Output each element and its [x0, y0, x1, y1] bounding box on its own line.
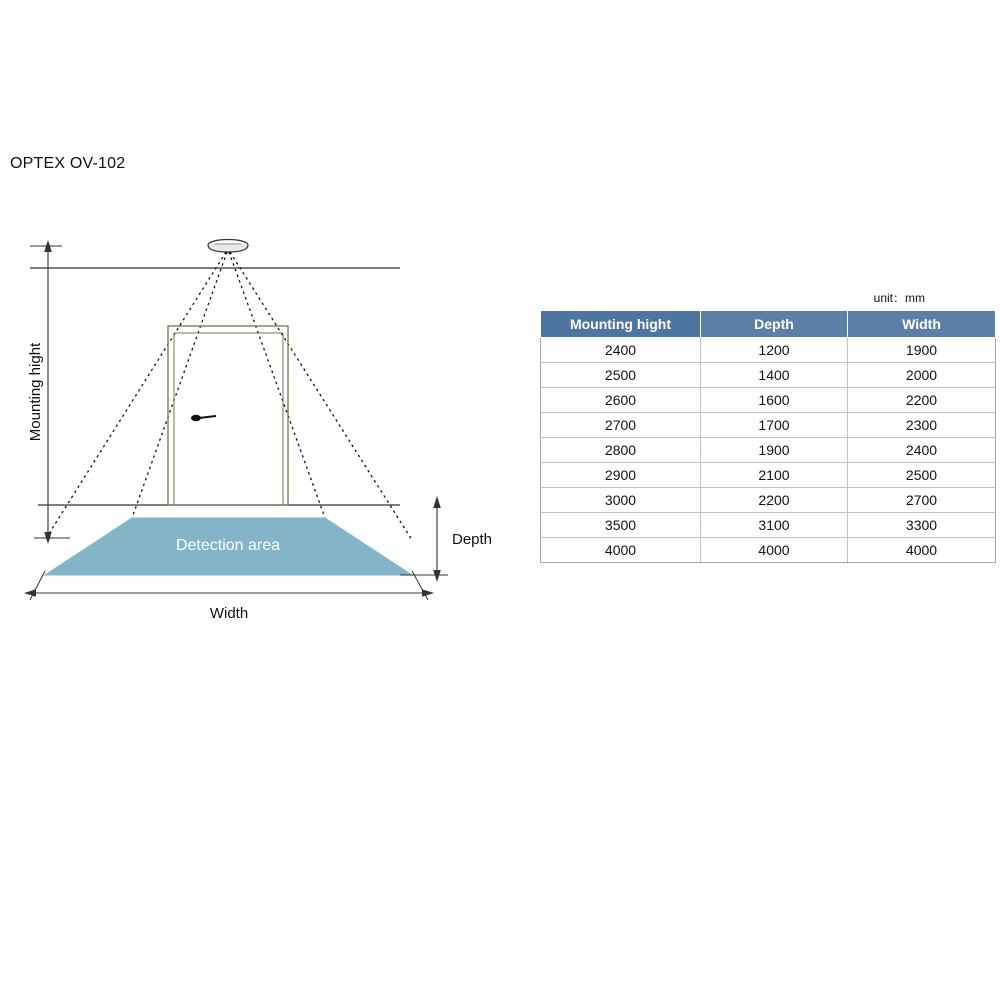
table-row [541, 363, 996, 388]
table-row [541, 338, 996, 363]
cell-depth: 1900 [701, 438, 848, 463]
table-row [541, 463, 996, 488]
page-title: OPTEX OV-102 [10, 155, 126, 172]
cell-mounting-hight: 2800 [541, 438, 701, 463]
door-handle-icon [191, 415, 216, 421]
detection-beams [45, 252, 412, 540]
spec-table-container [540, 310, 995, 563]
cell-mounting-hight: 4000 [541, 538, 701, 563]
cell-mounting-hight: 3500 [541, 513, 701, 538]
cell-mounting-hight: 2900 [541, 463, 701, 488]
cell-depth: 1600 [701, 388, 848, 413]
column-header-width: Width [848, 311, 996, 338]
detection-area-label: Detection area [175, 537, 281, 554]
mounting-height-label: Mounting hight [27, 342, 44, 442]
depth-label: Depth [452, 531, 493, 548]
cell-width: 2000 [848, 363, 996, 388]
cell-width: 2200 [848, 388, 996, 413]
cell-depth: 1700 [701, 413, 848, 438]
table-row [541, 438, 996, 463]
cell-mounting-hight: 2400 [541, 338, 701, 363]
table-row [541, 488, 996, 513]
cell-width: 2400 [848, 438, 996, 463]
cell-width: 2500 [848, 463, 996, 488]
cell-width: 4000 [848, 538, 996, 563]
detection-area-diagram [0, 200, 500, 640]
cell-mounting-hight: 2500 [541, 363, 701, 388]
width-label: Width [209, 605, 249, 622]
cell-depth: 3100 [701, 513, 848, 538]
cell-mounting-hight: 2600 [541, 388, 701, 413]
table-row [541, 388, 996, 413]
diagram-svg [0, 200, 500, 640]
door-frame [168, 326, 288, 505]
sensor-icon [208, 240, 248, 253]
cell-depth: 1400 [701, 363, 848, 388]
cell-mounting-hight: 3000 [541, 488, 701, 513]
cell-width: 2700 [848, 488, 996, 513]
cell-depth: 1200 [701, 338, 848, 363]
table-row [541, 538, 996, 563]
column-header-depth: Depth [701, 311, 848, 338]
column-header-mounting-hight: Mounting hight [541, 311, 701, 338]
unit-note: unit：mm [873, 291, 925, 305]
table-row [541, 513, 996, 538]
cell-width: 1900 [848, 338, 996, 363]
table-row [541, 413, 996, 438]
cell-depth: 2200 [701, 488, 848, 513]
cell-depth: 2100 [701, 463, 848, 488]
spec-table [540, 310, 996, 563]
cell-depth: 4000 [701, 538, 848, 563]
cell-width: 3300 [848, 513, 996, 538]
cell-mounting-hight: 2700 [541, 413, 701, 438]
table-header-row [541, 311, 996, 338]
cell-width: 2300 [848, 413, 996, 438]
